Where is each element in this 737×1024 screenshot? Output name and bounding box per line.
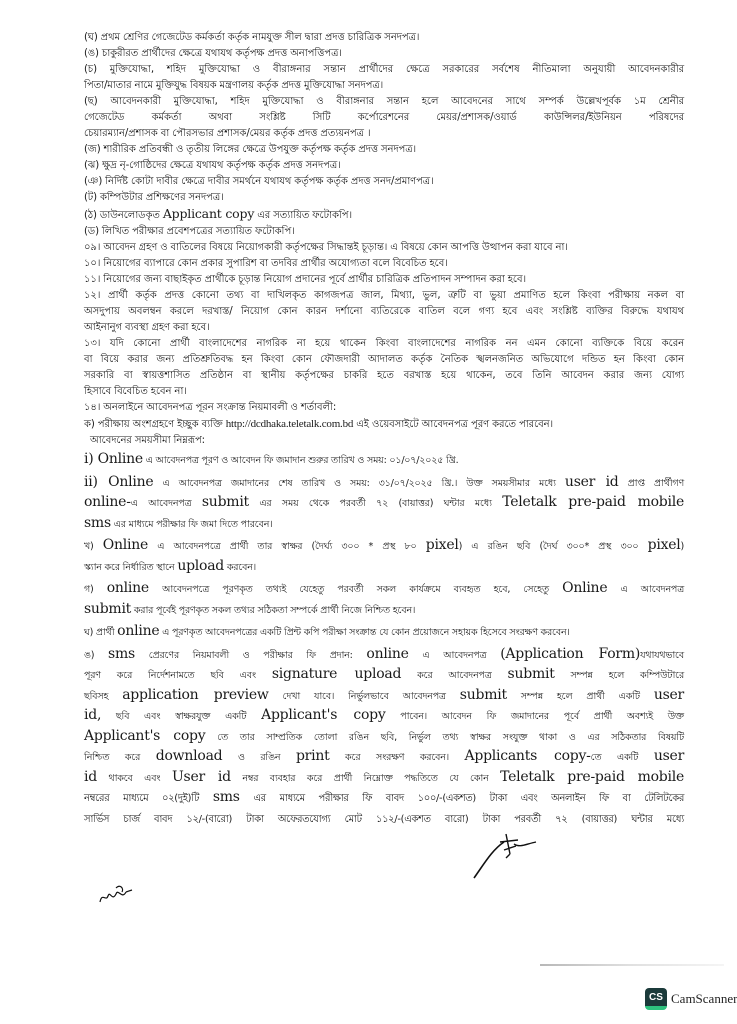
text-en: id, [84,707,102,723]
text-bn: সম্পন্ন হলে প্রার্থী একটি [506,690,654,702]
text-bn: এ পূরণকৃত আবেদনপত্রের একটি প্রিন্ট কপি পরীক্ষা সংক্রান্ত যে কোন প্রয়োজনে সহায়ক হিসেবে সংরক্ষণ করবেন। [159,627,570,638]
text-bn: করে সংরক্ষণ করবেন। [329,752,465,763]
text-en: Teletalk pre-paid mobile [502,494,684,510]
text-bn: এ আবেদনপত্র [130,498,202,509]
text-en: pixel [647,537,681,553]
text-en: submit [507,666,555,682]
doc-line: (চ) মুক্তিযোদ্ধা, শহিদ মুক্তিযোদ্ধা ও বীরাঙ্গনার সন্তান প্রার্থীদের ক্ষেত্রে সরকারের সর্বশেষ নীতিমালা অনুযায়ী আবেদনকারীর [84,64,684,75]
text-en: online [117,623,160,639]
doc-line [84,644,684,665]
text-bn: ছবি এবং স্বাক্ষরযুক্ত একটি [101,711,262,722]
text-en: Applicant copy [162,206,255,221]
doc-line: ১৩। যদি কোনো প্রার্থী বাংলাদেশের নাগরিক না হয়ে থাকেন কিংবা বাংলাদেশের নাগরিক নন এমন কোনো ব্যক্তিকে বিয়ে করেন [84,338,684,349]
text-en: sms [212,789,240,805]
text-bn: তে তার সাম্প্রতিক তোলা রঙিন ছবি, নির্ভুল তথ্য স্বাক্ষর সংযুক্ত থাকা ও এর সঠিকতার বিষয়টি [205,731,684,743]
doc-line [84,578,684,599]
doc-line: অসদুপায় অবলম্বন করলে দরখাস্ত/ নিয়োগ কোন কারন দর্শানো ব্যতিরেকে বাতিল বলে গণ্য হবে এবং সংশ্লিষ্ট ব্যক্তির বিরুদ্ধে যথাযথ [84,306,684,317]
text-bn: এই ওয়েবসাইটে আবেদনপত্র পূরণ করতে পারবেন। [353,419,553,430]
camscanner-label: CamScanner [671,991,737,1006]
text-en: Teletalk pre-paid mobile [500,768,685,785]
text-bn: (ঠ) ডাউনলোডকৃত [84,210,163,221]
doc-line: (জ) শারীরিক প্রতিবন্ধী ও তৃতীয় লিঙ্গের ক্ষেত্রে উপযুক্ত কর্তৃপক্ষ কর্তৃক প্রদত্ত সনদপত্র। [84,144,416,155]
doc-line [84,535,684,556]
doc-line: ১০। নিয়োগের ব্যাপারে কোন প্রকার সুপারিশ বা তদবির প্রার্থীর অযোগ্যতা বলে বিবেচিত হবে। [84,258,448,269]
doc-line [84,664,684,685]
website-link[interactable]: http://dcdhaka.teletalk.com.bd [225,418,354,430]
text-en: online- [84,494,131,510]
text-en: user [653,748,685,764]
text-bn: খ) [84,541,103,552]
text-bn: নম্বরের মাধ্যমে ০২(দুই)টি [84,793,213,804]
text-en: download [155,748,223,764]
text-en: Online [102,537,149,553]
doc-line: (ছ) আবেদনকারী মুক্তিযোদ্ধা, শহিদ মুক্তিযোদ্ধা ও বীরাঙ্গনার সন্তান হলে আবেদনের সাথে সম্পর্ক উল্লেখপূর্বক ১ম শ্রেনীর [84,96,684,107]
text-en: submit [201,494,249,510]
doc-line: পিতা/মাতার নামে মুক্তিযুদ্ধ বিষয়ক মন্ত্রণালয় কর্তৃক প্রদত্ত মুক্তিযোদ্ধা সনদপত্র। [84,80,384,91]
deadline-heading: আবেদনের সময়সীমা নিম্নরূপ: [90,435,205,446]
doc-line [84,599,684,622]
text-en: online [366,645,409,662]
text-bn: দেখা যাবে। নির্ভুলভাবে আবেদনপত্র [268,690,460,702]
doc-line: (ড) লিখিত পরীক্ষার প্রবেশপত্রের সত্যায়িত ফটোকপি। [84,226,295,237]
text-en: ii) Online [84,473,154,490]
online-instructions [84,449,684,787]
doc-line: গেজেটেড কর্মকর্তা অথবা সংশ্লিষ্ট সিটি কর্পোরেশনের মেয়র/প্রশাসক/ওয়ার্ড কাউন্সিলর/ইউনিয়ন পরিষদের [84,112,684,123]
doc-line [84,746,684,767]
text-bn: ছবিসহ [84,690,123,702]
text-en: i) Online [84,451,143,467]
signature-image [470,828,550,884]
fee-instructions [84,787,684,828]
doc-line: ১১। নিয়োগের জন্য বাছাইকৃত প্রার্থীকে চূড়ান্ত নিয়োগ প্রদানের পূর্বে প্রার্থীর চারিত্রিক প্রতিপাদন সম্পাদন করা হবে। [84,274,526,285]
text-en: sms [84,514,111,531]
doc-line: হিসাবে বিবেচিত হবেন না। [84,386,187,397]
doc-line: সরকারি বা স্বায়ত্তশাসিত প্রতিষ্ঠান বা স্থানীয় কর্তৃপক্ষের চাকরি হতে বরখাস্ত হয়ে থাকেন, তবে তিনি আবেদন করার জন্য যোগ্য [84,370,684,381]
text-bn: সম্পন্ন হলে কম্পিউটারে [554,670,684,681]
document-page [84,30,684,828]
doc-line [84,767,684,788]
text-bn: করবেন। [224,561,256,573]
doc-line [84,621,684,644]
text-bn: এ আবেদনপত্র পূরণ ও আবেদন ফি জমাদান শুরুর তারিখ ও সময়: ০১/০৭/২০২৫ খ্রি. [142,455,459,466]
camscanner-watermark [645,988,737,1010]
text-en: Applicant's copy [84,727,206,744]
text-bn: আবেদনপত্রে পূরণকৃত তথ্যই যেহেতু পরবর্তী সকল কার্যক্রমে ব্যবহৃত হবে, সেহেতু [148,584,563,595]
doc-line: (ঝ) ক্ষুদ্র নৃ-গোষ্ঠিদের ক্ষেত্রে যথাযথ কর্তৃপক্ষ কর্তৃক প্রদত্ত সনদপত্র। [84,160,341,171]
text-bn: এর মাধ্যমে পরীক্ষার ফি বাবদ ১০০/-(একশত) টাকা এবং অনলাইন ফি বা টেলিটকের [239,793,684,804]
doc-line [84,556,684,579]
doc-line [84,492,684,513]
doc-line [84,449,684,472]
text-bn: প্রাপ্ত প্রার্থীগণ [618,477,684,489]
doc-line [84,808,684,829]
attachments-list [84,30,684,206]
text-en: submit [459,686,507,703]
doc-line: (ঞ) নির্দিষ্ট কোটা দাবীর ক্ষেত্রে দাবীর সমর্থনে যথাযথ কর্তৃপক্ষ কর্তৃক প্রদত্ত সনদ/প্রমাণপত্র। [84,176,434,187]
text-bn: তে একটি [590,752,654,763]
text-bn: ক) পরীক্ষায় অংশগ্রহণে ইচ্ছুক ব্যক্তি [84,419,226,430]
text-bn: এর সময় থেকে পরবর্তী ৭২ (বায়াত্তর) ঘন্টার মধ্যে [248,498,503,509]
text-bn: সার্ভিস চার্জ বাবদ ১২/-(বারো) টাকা অফেরতযোগ্য মোট ১১২/-(একশত বারো) টাকা পরবর্তী ৭২ (বায়াত্তর) ঘন্টার মধ্যে [84,813,684,825]
scan-artifact [540,964,724,966]
text-bn: পাবেন। আবেদন ফি জমাদানের পূর্বে প্রার্থী অবশ্যই উক্ত [385,711,684,722]
text-bn: ও রঙিন [222,752,296,763]
text-bn: যথাযথভাবে [640,649,684,661]
doc-line [84,685,684,706]
text-en: sms [108,645,135,662]
text-en: user [653,686,684,703]
applicant-copy-item [84,206,684,224]
initials-image [98,880,138,910]
text-en: (Application Form) [500,645,641,662]
text-bn: নিশ্চিত করে [84,752,156,763]
text-en: upload [177,557,225,574]
doc-line [84,472,684,493]
text-bn: করার পূর্বেই পূরণকৃত সকল তথ্যর সঠিকতা সম্পর্কে প্রার্থী নিজে নিশ্চিত হবেন। [131,604,416,616]
doc-line [84,726,684,747]
text-bn: পূরণ করে নির্দেশনামতে ছবি এবং [84,670,272,681]
text-bn: গ) [84,584,107,595]
text-bn: থাকবে এবং [96,772,172,784]
text-bn: করে আবেদনপত্র [401,670,508,681]
website-line [84,416,684,433]
doc-line: চেয়ারম্যান/প্রশাসক বা পৌরসভার প্রশাসক/মেয়র কর্তৃক প্রদত্ত প্রত্যয়নপত্র । [84,128,371,139]
text-en: Online [562,580,608,596]
doc-line [84,787,684,808]
text-en: signature upload [271,666,402,682]
text-en: pixel [425,537,459,553]
text-bn: প্রেরণের নিয়মাবলী ও পরীক্ষার ফি প্রদান: [134,649,367,661]
doc-line [84,513,684,536]
doc-line [84,705,684,726]
doc-line: বা বিয়ে করার জন্য প্রতিশ্রুতিবদ্ধ হন কিংবা কোন ফৌজদারী আদালত কর্তৃক নৈতিক স্খলনজনিত অভিযোগে দন্ডিত হন কিংবা কোন [84,354,684,365]
text-en: application preview [122,686,269,703]
text-bn: এ আবেদনপত্র জমাদানের শেষ তারিখ ও সময়: ৩১/০৭/২০২৫ খ্রি.। উক্ত সময়সীমার মধ্যে [153,477,565,489]
doc-line: ১৪। অনলাইনে আবেদনপত্র পূরন সংক্রান্ত নিয়মাবলী ও শর্তাবলী: [84,402,337,413]
rules-list [84,224,684,416]
text-bn: এ আবেদনপত্রে প্রার্থী তার স্বাক্ষর (দৈর্ঘ্য ৩০০ * প্রস্থ ৮০ [148,541,426,552]
text-bn: এর সত্যায়িত ফটোকপি। [254,210,352,221]
doc-line: (ঘ) প্রথম শ্রেণির গেজেটেড কর্মকর্তা কর্তৃক নামযুক্ত সীল দ্বারা প্রদত্ত চারিত্রিক সনদপত্র। [84,32,420,43]
text-en: Applicant's copy [261,707,386,723]
text-en: print [295,748,330,764]
doc-line: ১২। প্রার্থী কর্তৃক প্রদত্ত কোনো তথ্য বা দাখিলকৃত কাগজপত্র জাল, মিথ্যা, ভুল, ত্রুটি বা ভুয়া প্রমাণিত হলে কিংবা পরীক্ষায় নকল বা [84,290,684,301]
text-bn: ঙ) [84,649,109,661]
text-en: user id [564,473,619,490]
text-bn: এর মাধ্যমে পরীক্ষার ফি জমা দিতে পারবেন। [110,518,273,530]
doc-line: ০৯। আবেদন গ্রহণ ও বাতিলের বিষয়ে নিয়োগকারী কর্তৃপক্ষের সিদ্ধান্তই চূড়ান্ত। এ বিষয়ে কোন আপত্তি উত্থাপন করা যাবে না। [84,242,568,253]
text-bn: ঘ) প্রার্থী [84,627,118,638]
text-en: User id [171,768,231,785]
doc-line: আইনানুগ ব্যবস্থা গ্রহণ করা হবে। [84,322,210,333]
text-bn: এ আবেদনপত্র [408,649,501,661]
doc-line: (ট) কম্পিউটার প্রশিক্ষণের সনদপত্র। [84,192,224,203]
text-bn: ) এ রঙিন ছবি (দৈর্ঘ ৩০০* প্রস্থ ৩০০ [458,541,648,552]
text-bn: ) [680,541,684,552]
text-en: Applicants copy- [464,748,591,764]
text-bn: স্ক্যান করে নির্ধারিত স্থানে [84,561,178,573]
text-en: submit [84,600,132,617]
text-bn: এ আবেদনপত্র [607,584,684,595]
doc-line: (ঙ) চাকুরীরত প্রার্থীদের ক্ষেত্রে যথাযথ কর্তৃপক্ষ প্রদত্ত অনাপত্তিপত্র। [84,48,342,59]
text-bn: নম্বর ব্যবহার করে প্রার্থী নিম্নোক্ত পদ্ধতিতে যে কোন [230,772,501,784]
camscanner-logo-icon: CS [645,988,667,1010]
text-en: online [106,580,149,596]
text-en: id [84,768,97,785]
